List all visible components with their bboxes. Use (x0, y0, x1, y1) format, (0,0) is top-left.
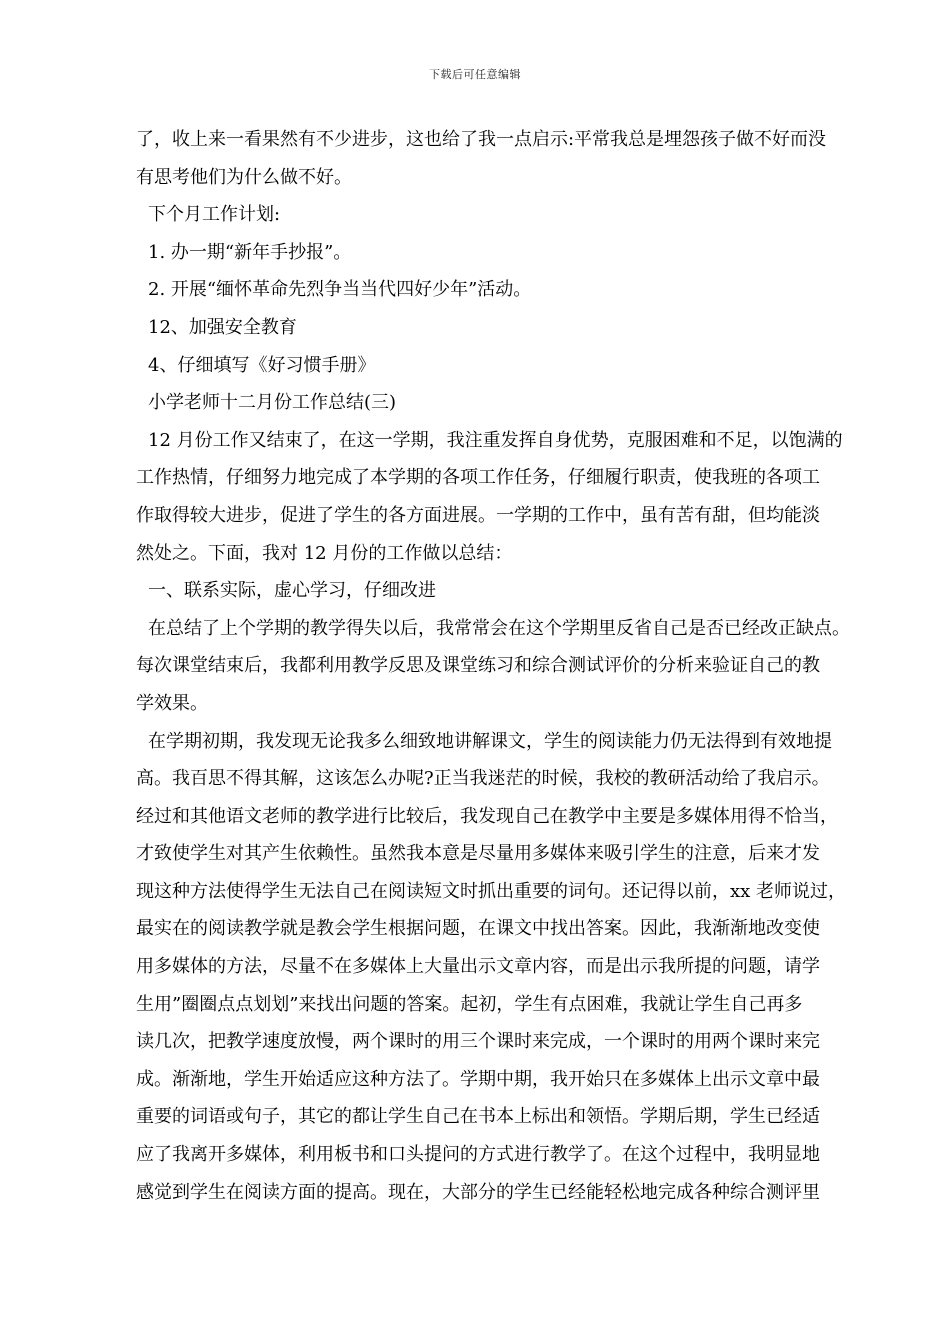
text-line: 下个月工作计划: (148, 204, 281, 226)
text-line: 成。渐渐地，学生开始适应这种方法了。学期中期，我开始只在多媒体上出示文章中最 (136, 1068, 820, 1090)
text-line: 经过和其他语文老师的教学进行比较后，我发现自己在教学中主要是多媒体用得不恰当， (136, 805, 838, 827)
text-line: 12、加强安全教育 (148, 316, 297, 338)
text-line: 作取得较大进步，促进了学生的各方面进展。一学期的工作中，虽有苦有甜，但均能淡 (136, 504, 820, 526)
text-line: 生用”圈圈点点划划”来找出问题的答案。起初，学生有点困难，我就让学生自己再多 (136, 993, 803, 1015)
text-line: 工作热情，仔细努力地完成了本学期的各项工作任务，仔细履行职责，使我班的各项工 (136, 467, 820, 489)
text-line: 才致使学生对其产生依赖性。虽然我本意是尽量用多媒体来吸引学生的注意，后来才发 (136, 843, 820, 865)
text-line: 12 月份工作又结束了，在这一学期，我注重发挥自身优势，克服困难和不足，以饱满的 (148, 429, 843, 451)
text-line: 然处之。下面，我对 12 月份的工作做以总结： (136, 542, 513, 564)
text-line: 在学期初期，我发现无论我多么细致地讲解课文，学生的阅读能力仍无法得到有效地提 (148, 730, 832, 752)
text-line: 有思考他们为什么做不好。 (136, 166, 352, 188)
text-line: 现这种方法使得学生无法自己在阅读短文时抓出重要的词句。还记得以前，xx 老师说过， (136, 880, 847, 902)
text-line: 4、仔细填写《好习惯手册》 (148, 354, 376, 376)
document-body (136, 121, 888, 1211)
text-line: 读几次，把教学速度放慢，两个课时的用三个课时来完成，一个课时的用两个课时来完 (136, 1031, 820, 1053)
page-header: 下载后可任意编辑 (429, 68, 521, 81)
text-line: 感觉到学生在阅读方面的提高。现在，大部分的学生已经能轻松地完成各种综合测评里 (136, 1181, 820, 1203)
text-line: 高。我百思不得其解，这该怎么办呢?正当我迷茫的时候，我校的教研活动给了我启示。 (136, 768, 830, 790)
text-line: 用多媒体的方法，尽量不在多媒体上大量出示文章内容，而是出示我所提的问题，请学 (136, 956, 820, 978)
text-line: 了，收上来一看果然有不少进步，这也给了我一点启示:平常我总是埋怨孩子做不好而没 (136, 129, 827, 150)
text-line: 最实在的阅读教学就是教会学生根据问题，在课文中找出答案。因此，我渐渐地改变使 (136, 918, 820, 940)
text-line: 在总结了上个学期的教学得失以后，我常常会在这个学期里反省自己是否已经改正缺点。 (148, 617, 850, 639)
text-line: 重要的词语或句子，其它的都让学生自己在书本上标出和领悟。学期后期，学生已经适 (136, 1106, 820, 1128)
text-line: 应了我离开多媒体，利用板书和口头提问的方式进行教学了。在这个过程中，我明显地 (136, 1144, 820, 1166)
text-line: 每次课堂结束后，我都利用教学反思及课堂练习和综合测试评价的分析来验证自己的教 (136, 655, 820, 677)
text-line: 2. 开展“缅怀革命先烈争当当代四好少年”活动。 (148, 279, 532, 301)
text-line: 1. 办一期“新年手抄报”。 (148, 241, 352, 263)
text-line: 一、联系实际，虚心学习，仔细改进 (148, 580, 436, 602)
text-line: 学效果。 (136, 692, 208, 714)
text-line: 小学老师十二月份工作总结(三) (148, 392, 397, 414)
